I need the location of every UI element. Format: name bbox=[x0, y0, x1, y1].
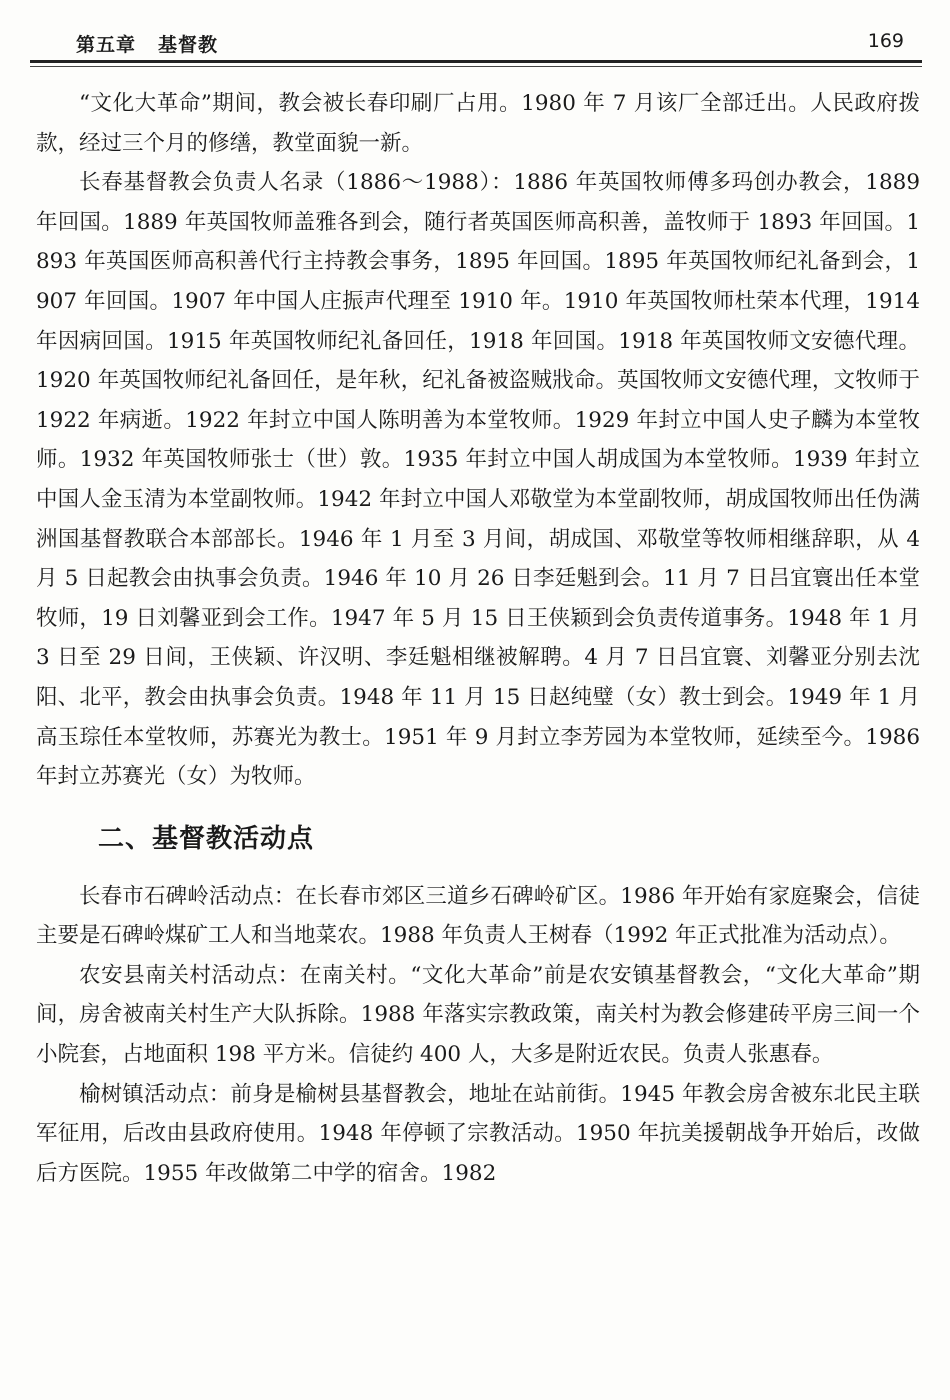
header-rule-thin bbox=[30, 66, 922, 67]
section-heading: 二、基督教活动点 bbox=[98, 823, 315, 854]
header-rule-thick bbox=[30, 60, 922, 63]
page-number: 169 bbox=[867, 30, 904, 52]
paragraph-shibeiling: 长春市石碑岭活动点：在长春市郊区三道乡石碑岭矿区。1986 年开始有家庭聚会，信徒主要是石碑岭煤矿工人和当地菜农。1988 年负责人王树春（1992 年正式批准为活动点）。 bbox=[36, 883, 920, 949]
chapter-title: 基督教 bbox=[158, 34, 219, 56]
paragraph-leaders-list: 长春基督教会负责人名录（1886～1988）：1886 年英国牧师傅多玛创办教会，1889 年回国。1889 年英国牧师盖雅各到会，随行者英国医师高积善，盖牧师于 1893 年回国。1893 年英国医师高积善代行主持教会事务，1895 年回国。1895 年英国牧师纪礼备到会，1907 年回国。1907 年中国人庄振声代理至 1910 年。1910 年英国牧师杜荣本代理，1914 年因病回国。1915 年英国牧师纪礼备回任，1918 年回国。1918 年英国牧师文安德代理。1920 年英国牧师纪礼备回任，是年秋，纪礼备被盗贼戕命。英国牧师文安德代理，文牧师于 1922 年病逝。1922 年封立中国人陈明善为本堂牧师。1929 年封立中国人史子麟为本堂牧师。1932 年英国牧师张士（世）敦。1935 年封立中国人胡成国为本堂牧师。1939 年封立中国人金玉清为本堂副牧师。1942 年封立中国人邓敬堂为本堂副牧师，胡成国牧师出任伪满洲国基督教联合本部部长。1946 年 1 月至 3 月间，胡成国、邓敬堂等牧师相继辞职，从 4 月 5 日起教会由执事会负责。1946 年 10 月 26 日李廷魁到会。11 月 7 日吕宜寰出任本堂牧师，19 日刘馨亚到会工作。1947 年 5 月 15 日王侠颖到会负责传道事务。1948 年 1 月 3 日至 29 日间，王侠颖、许汉明、李廷魁相继被解聘。4 月 7 日吕宜寰、刘馨亚分别去沈阳、北平，教会由执事会负责。1948 年 11 月 15 日赵纯璧（女）教士到会。1949 年 1 月高玉琮任本堂牧师，苏赛光为教士。1951 年 9 月封立李芳园为本堂牧师，延续至今。1986 年封立苏赛光（女）为牧师。 bbox=[36, 170, 920, 790]
page-body bbox=[36, 84, 920, 1193]
running-head bbox=[76, 28, 922, 58]
chapter-label bbox=[76, 30, 218, 57]
chapter-number: 第五章 bbox=[76, 34, 137, 56]
paragraph-yushu: 榆树镇活动点：前身是榆树县基督教会，地址在站前街。1945 年教会房舍被东北民主联军征用，后改由县政府使用。1948 年停顿了宗教活动。1950 年抗美援朝战争开始后，改做后方医院。1955 年改做第二中学的宿舍。1982 bbox=[36, 1081, 920, 1186]
paragraph-church-restoration: “文化大革命”期间，教会被长春印刷厂占用。1980 年 7 月该厂全部迁出。人民政府拨款，经过三个月的修缮，教堂面貌一新。 bbox=[36, 91, 920, 156]
paragraph-nongan-nanguan: 农安县南关村活动点：在南关村。“文化大革命”前是农安镇基督教会，“文化大革命”期间，房舍被南关村生产大队拆除。1988 年落实宗教政策，南关村为教会修建砖平房三间一个小院套，占地面积 198 平方米。信徒约 400 人，大多是附近农民。负责人张惠春。 bbox=[36, 962, 920, 1068]
